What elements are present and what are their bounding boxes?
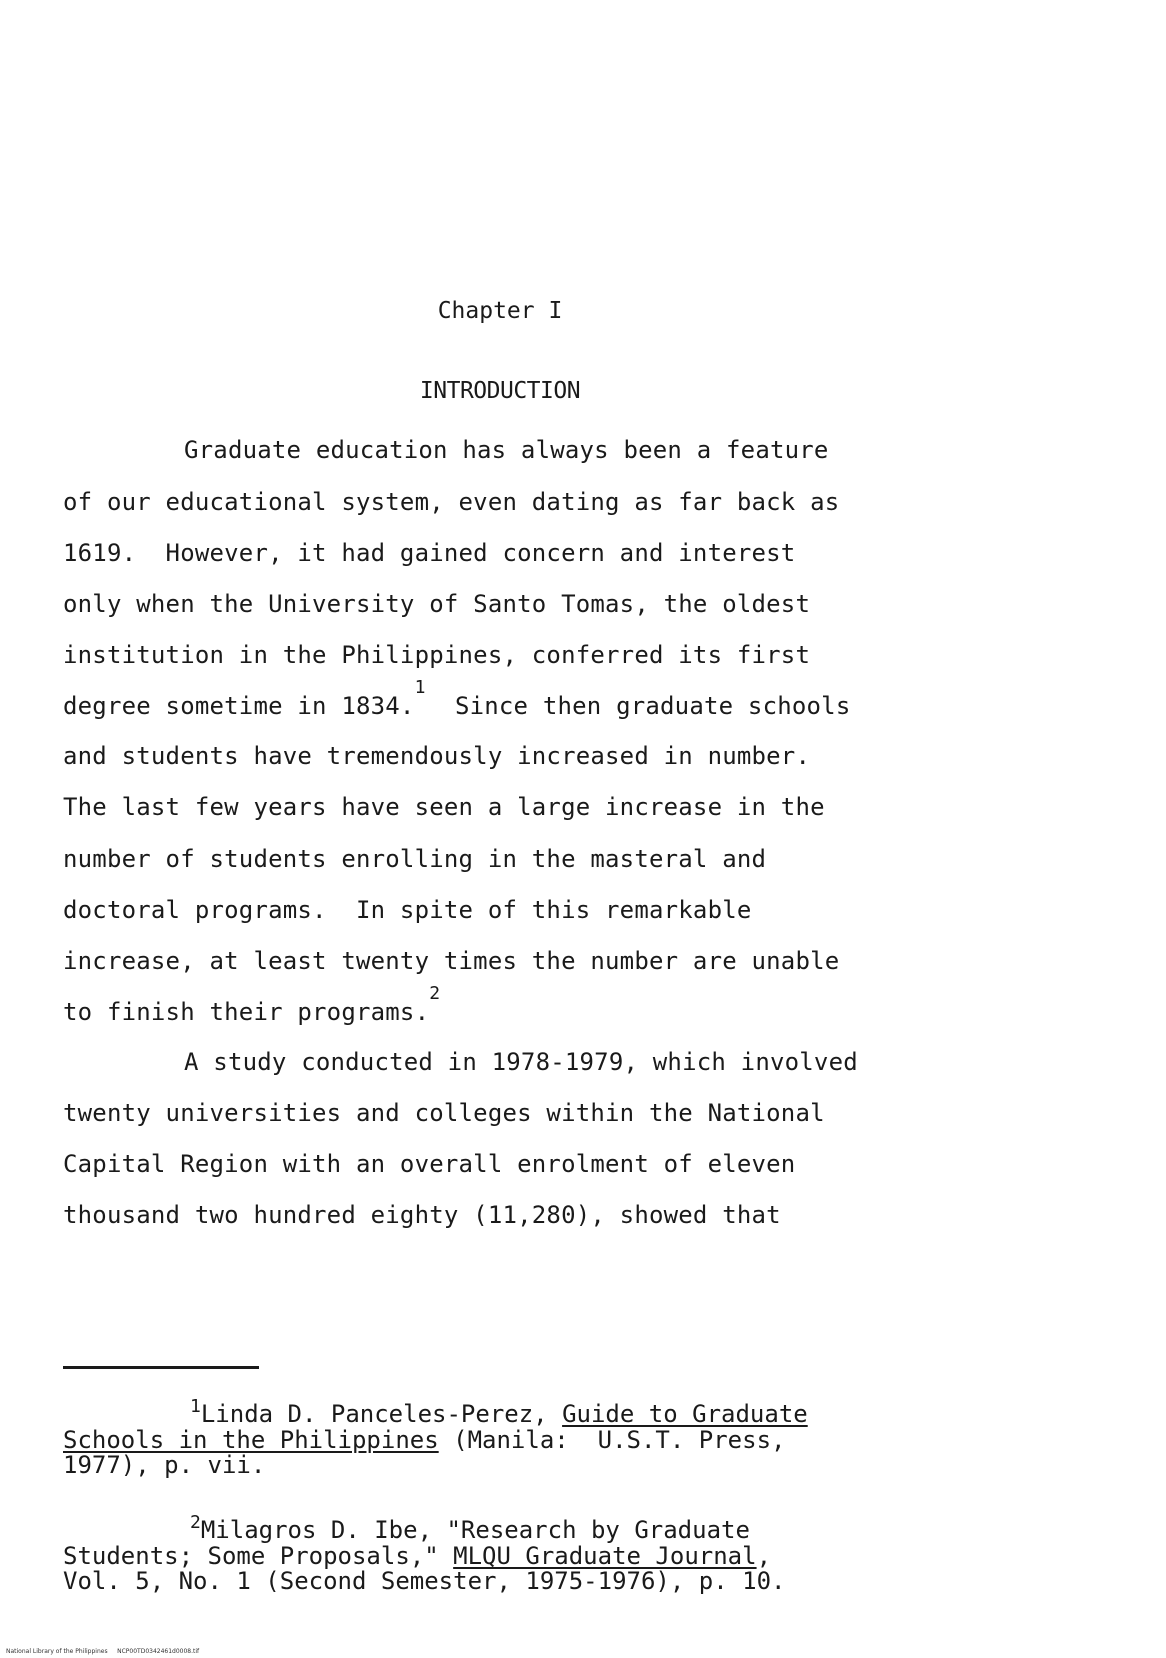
footnote-article: Students; Some Proposals," bbox=[63, 1542, 454, 1570]
footnote-book-title: Guide to Graduate bbox=[562, 1400, 808, 1428]
chapter-label: Chapter I bbox=[437, 298, 563, 324]
footnote-book-title: Schools in the Philippines bbox=[63, 1426, 439, 1454]
text-line: thousand two hundred eighty (11,280), showed that bbox=[63, 1201, 781, 1229]
footnote-publisher: (Manila: U.S.T. Press, bbox=[438, 1426, 786, 1454]
text-line: institution in the Philippines, conferred its first bbox=[63, 641, 811, 669]
line-text: Since then graduate schools bbox=[425, 692, 851, 720]
text-line: twenty universities and colleges within the National bbox=[63, 1099, 825, 1127]
footnote-ref-1: 1 bbox=[414, 677, 426, 698]
text-line: only when the University of Santo Tomas, the oldest bbox=[63, 590, 811, 618]
text-line: 1619. However, it had gained concern and interest bbox=[63, 539, 796, 567]
footnote-line: 1977), p. vii. bbox=[63, 1451, 266, 1479]
text-line bbox=[63, 677, 851, 720]
chapter-title: INTRODUCTION bbox=[419, 378, 581, 404]
line-text: to finish their programs. bbox=[63, 998, 430, 1026]
text-line: The last few years have seen a large increase in the bbox=[63, 793, 825, 821]
text-line: increase, at least twenty times the number are unable bbox=[63, 947, 840, 975]
footnote-line bbox=[190, 1512, 750, 1544]
footnote-author: Linda D. Panceles-Perez, bbox=[200, 1400, 563, 1428]
footnote-line bbox=[63, 1428, 785, 1452]
footnote-journal-title: MLQU Graduate Journal bbox=[453, 1542, 757, 1570]
text-line: Graduate education has always been a feature bbox=[184, 436, 829, 464]
footnote-line: Vol. 5, No. 1 (Second Semester, 1975-1976), p. 10. bbox=[63, 1567, 786, 1595]
text-line: and students have tremendously increased in number. bbox=[63, 742, 811, 770]
footnote-number: 2 bbox=[190, 1512, 201, 1533]
text-line: Capital Region with an overall enrolment of eleven bbox=[63, 1150, 796, 1178]
footnote-author: Milagros D. Ibe, "Research by Graduate bbox=[200, 1516, 750, 1544]
text-line: doctoral programs. In spite of this remarkable bbox=[63, 896, 752, 924]
text-line: number of students enrolling in the masteral and bbox=[63, 845, 767, 873]
text-line: A study conducted in 1978-1979, which involved bbox=[184, 1048, 858, 1076]
footnote-punctuation: , bbox=[756, 1542, 772, 1570]
footnote-ref-2: 2 bbox=[429, 983, 441, 1004]
footnote-line bbox=[63, 1544, 771, 1568]
text-line: of our educational system, even dating as far back as bbox=[63, 488, 840, 516]
footnote-divider bbox=[63, 1366, 259, 1369]
scan-caption: National Library of the Philippines NCP00TD0342461d0008.tif bbox=[6, 1648, 200, 1655]
footnote-number: 1 bbox=[190, 1396, 201, 1417]
footnote-line bbox=[190, 1396, 808, 1428]
line-text: degree sometime in 1834. bbox=[63, 692, 415, 720]
text-line bbox=[63, 983, 441, 1026]
